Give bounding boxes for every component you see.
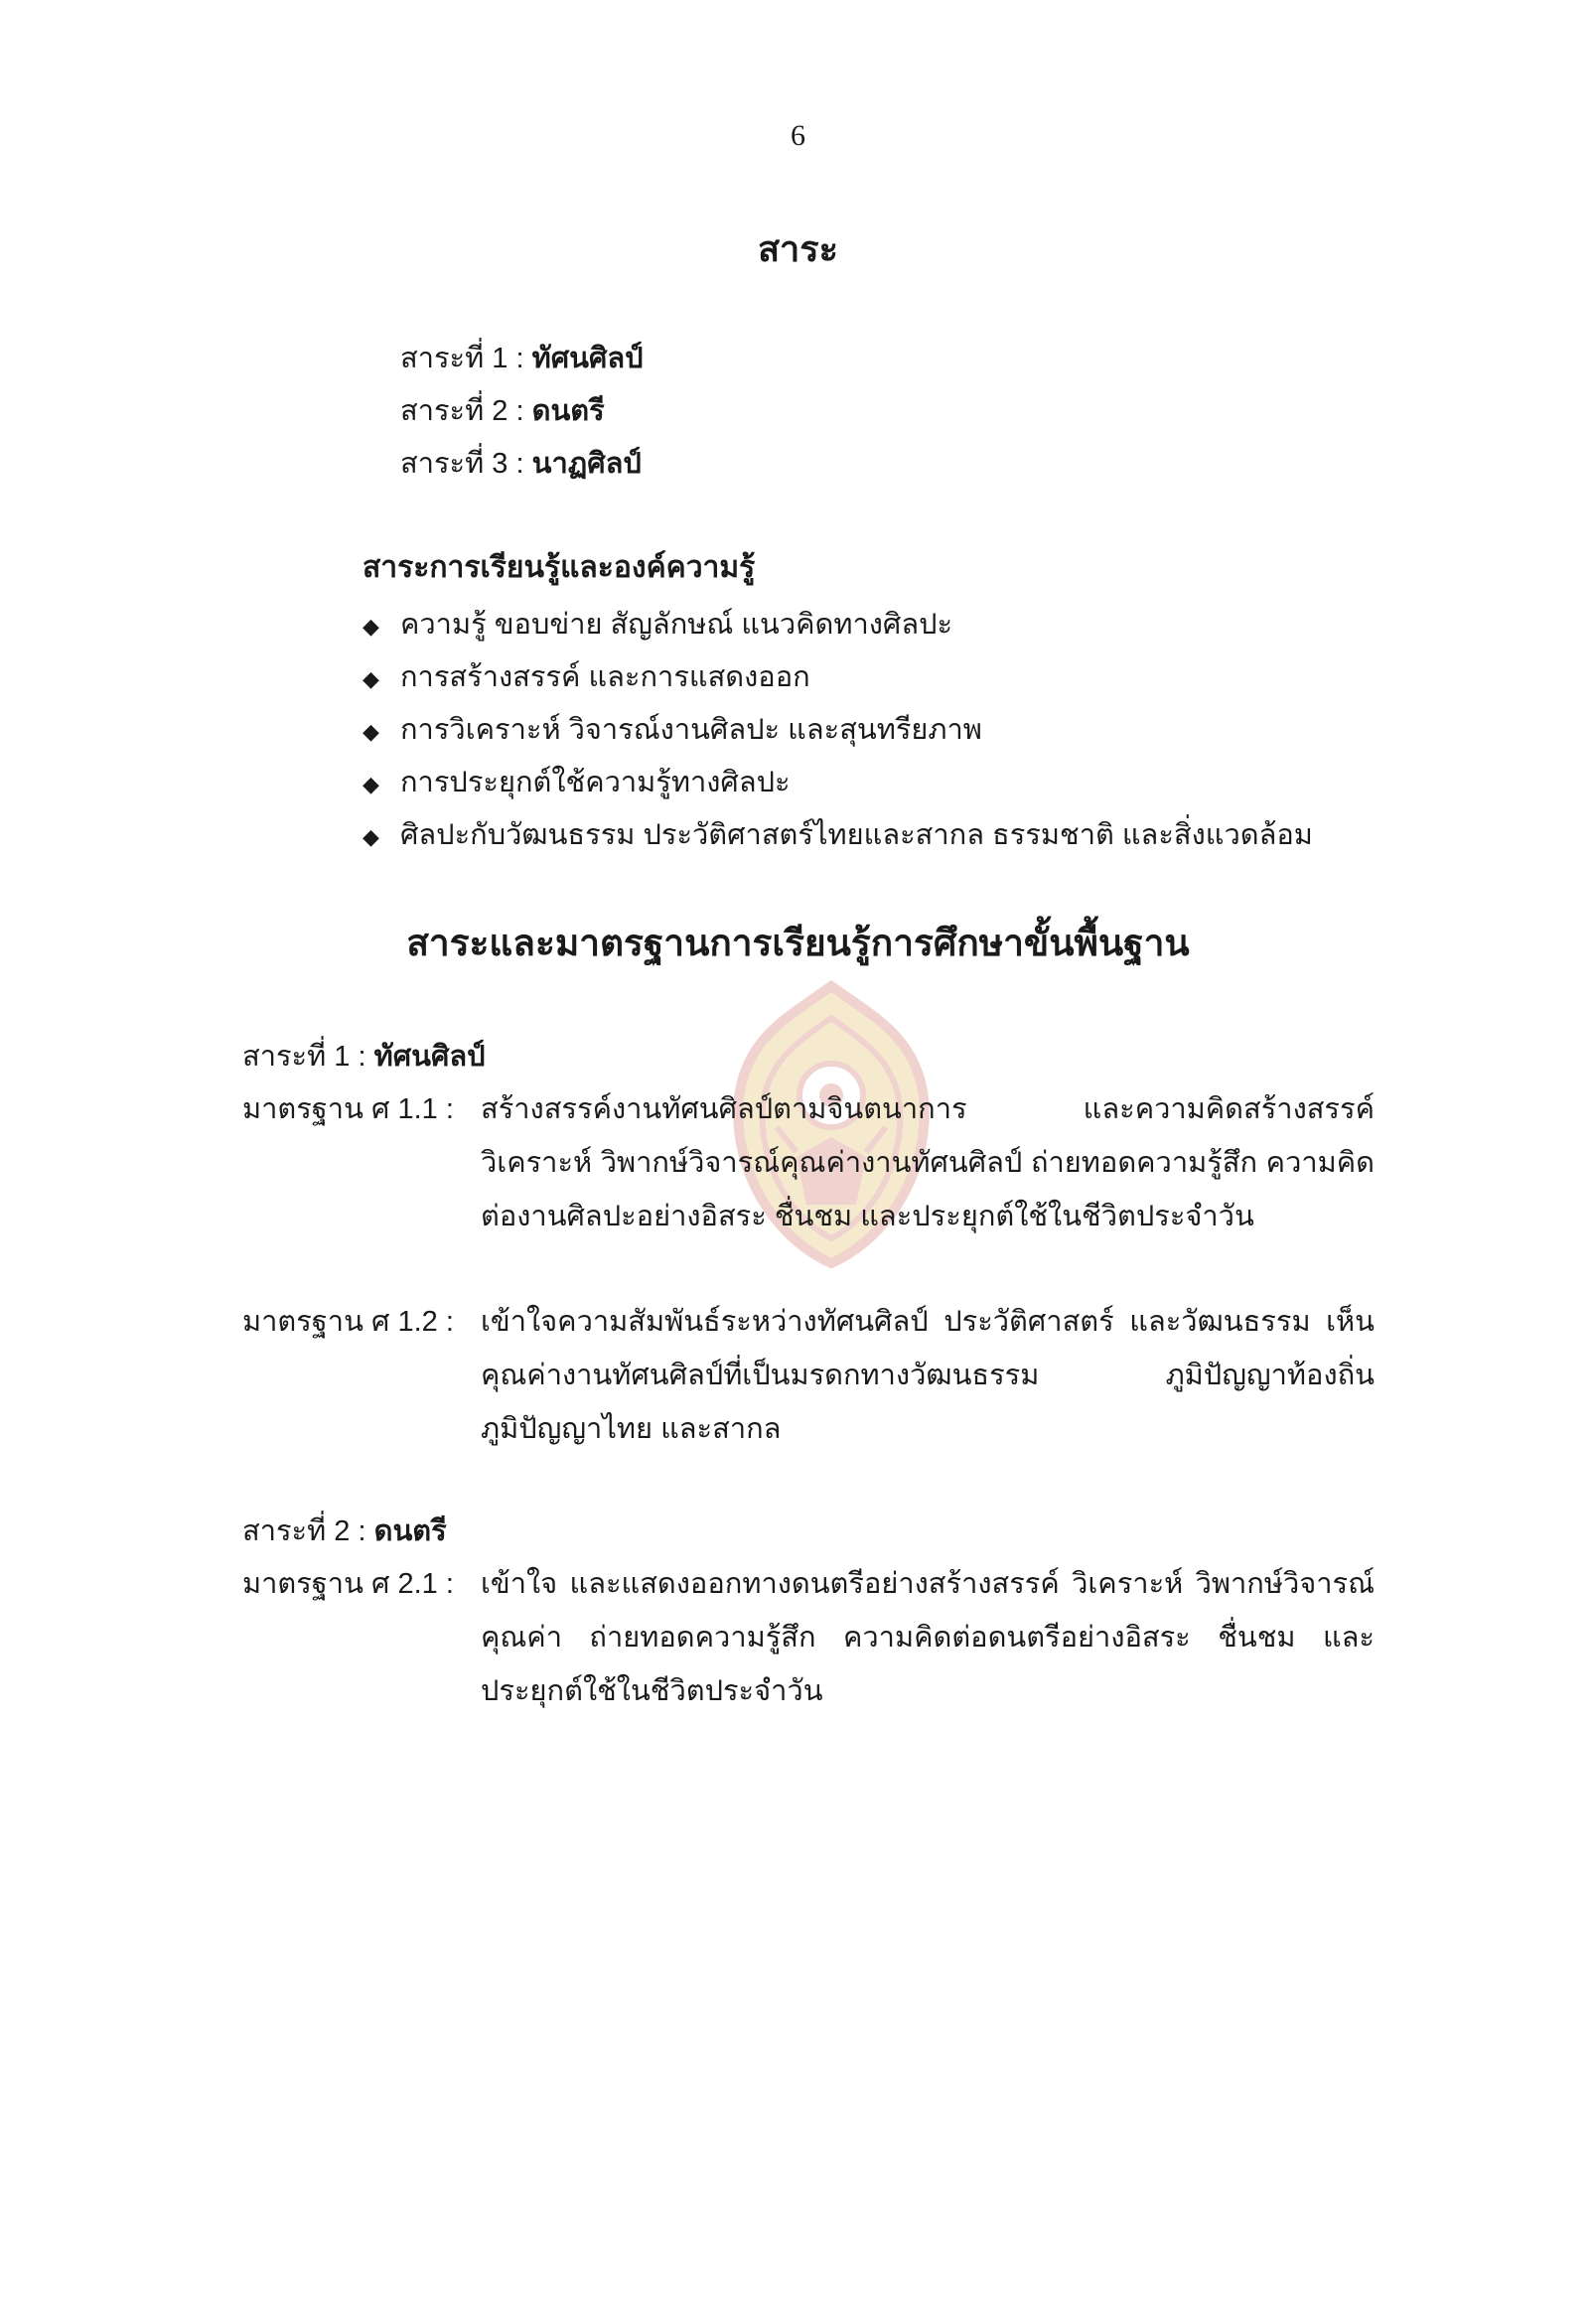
standard-label: มาตรฐาน ศ 1.1 : xyxy=(242,1093,454,1125)
strand-name: ทัศนศิลป์ xyxy=(373,1041,486,1073)
strand-name: ดนตรี xyxy=(373,1515,447,1547)
standards-section-heading: สาระและมาตรฐานการเรียนรู้การศึกษาขั้นพื้นฐาน xyxy=(406,923,1190,963)
standard-label: มาตรฐาน ศ 2.1 : xyxy=(242,1568,454,1600)
list-item-text: การประยุกต์ใช้ความรู้ทางศิลปะ xyxy=(400,767,791,798)
standard-text: สร้างสรรค์งานทัศนศิลป์ตามจินตนาการ และความคิดสร้างสรรค์ วิเคราะห์ วิพากษ์วิจารณ์คุณค่างานทัศนศิลป์ ถ่ายทอดความรู้สึก ความคิดต่องานศิลปะอย่างอิสระ ชื่นชม และประยุกต์ใช้ในชีวิตประจำวัน xyxy=(481,1093,1375,1232)
strand-item xyxy=(400,385,644,438)
strand-name: นาฏศิลป์ xyxy=(531,448,642,480)
diamond-bullet-icon: ◆ xyxy=(363,824,379,849)
diamond-bullet-icon: ◆ xyxy=(363,772,379,796)
standard-block xyxy=(242,1557,1375,1726)
list-item-text: การวิเคราะห์ วิจารณ์งานศิลปะ และสุนทรียภาพ xyxy=(400,714,982,746)
strand-1-heading xyxy=(242,1033,486,1079)
diamond-bullet-icon: ◆ xyxy=(363,614,379,639)
page-title: สาระ xyxy=(758,228,838,269)
strand-prefix: สาระที่ 2 : xyxy=(242,1515,374,1547)
list-item-text: ความรู้ ขอบข่าย สัญลักษณ์ แนวคิดทางศิลปะ xyxy=(400,609,953,641)
list-item xyxy=(363,757,1313,809)
standard-text: เข้าใจความสัมพันธ์ระหว่างทัศนศิลป์ ประวัติศาสตร์ และวัฒนธรรม เห็นคุณค่างานทัศนศิลป์ที่เป็นมรดกทางวัฒนธรรม ภูมิปัญญาท้องถิ่น ภูมิปัญญาไทย และสากล xyxy=(481,1306,1375,1445)
list-item xyxy=(363,651,1313,704)
strand-2-heading xyxy=(242,1508,447,1553)
list-item xyxy=(363,809,1313,862)
strand-prefix: สาระที่ 2 : xyxy=(400,395,532,427)
strand-prefix: สาระที่ 1 : xyxy=(242,1041,374,1073)
strand-item xyxy=(400,333,644,385)
list-item xyxy=(363,704,1313,757)
standard-block xyxy=(242,1295,1375,1464)
strand-name: ทัศนศิลป์ xyxy=(531,343,644,374)
diamond-bullet-icon: ◆ xyxy=(363,666,379,691)
standard-text: เข้าใจ และแสดงออกทางดนตรีอย่างสร้างสรรค์ วิเคราะห์ วิพากษ์วิจารณ์คุณค่า ถ่ายทอดความรู้สึก ความคิดต่อดนตรีอย่างอิสระ ชื่นชม และประยุกต์ใช้ในชีวิตประจำวัน xyxy=(481,1568,1375,1707)
list-item-text: ศิลปะกับวัฒนธรรม ประวัติศาสตร์ไทยและสากล ธรรมชาติ และสิ่งแวดล้อม xyxy=(400,819,1313,851)
learning-content-list xyxy=(363,599,1313,862)
diamond-bullet-icon: ◆ xyxy=(363,719,379,744)
standard-label: มาตรฐาน ศ 1.2 : xyxy=(242,1306,454,1338)
list-item xyxy=(363,599,1313,651)
strand-prefix: สาระที่ 3 : xyxy=(400,448,532,480)
list-item-text: การสร้างสรรค์ และการแสดงออก xyxy=(400,661,810,693)
strand-list xyxy=(400,333,644,491)
standard-block xyxy=(242,1082,1375,1251)
strand-prefix: สาระที่ 1 : xyxy=(400,343,532,374)
page-number: 6 xyxy=(791,119,805,152)
strand-item xyxy=(400,438,644,491)
strand-name: ดนตรี xyxy=(531,395,605,427)
learning-content-heading: สาระการเรียนรู้และองค์ความรู้ xyxy=(363,551,756,584)
